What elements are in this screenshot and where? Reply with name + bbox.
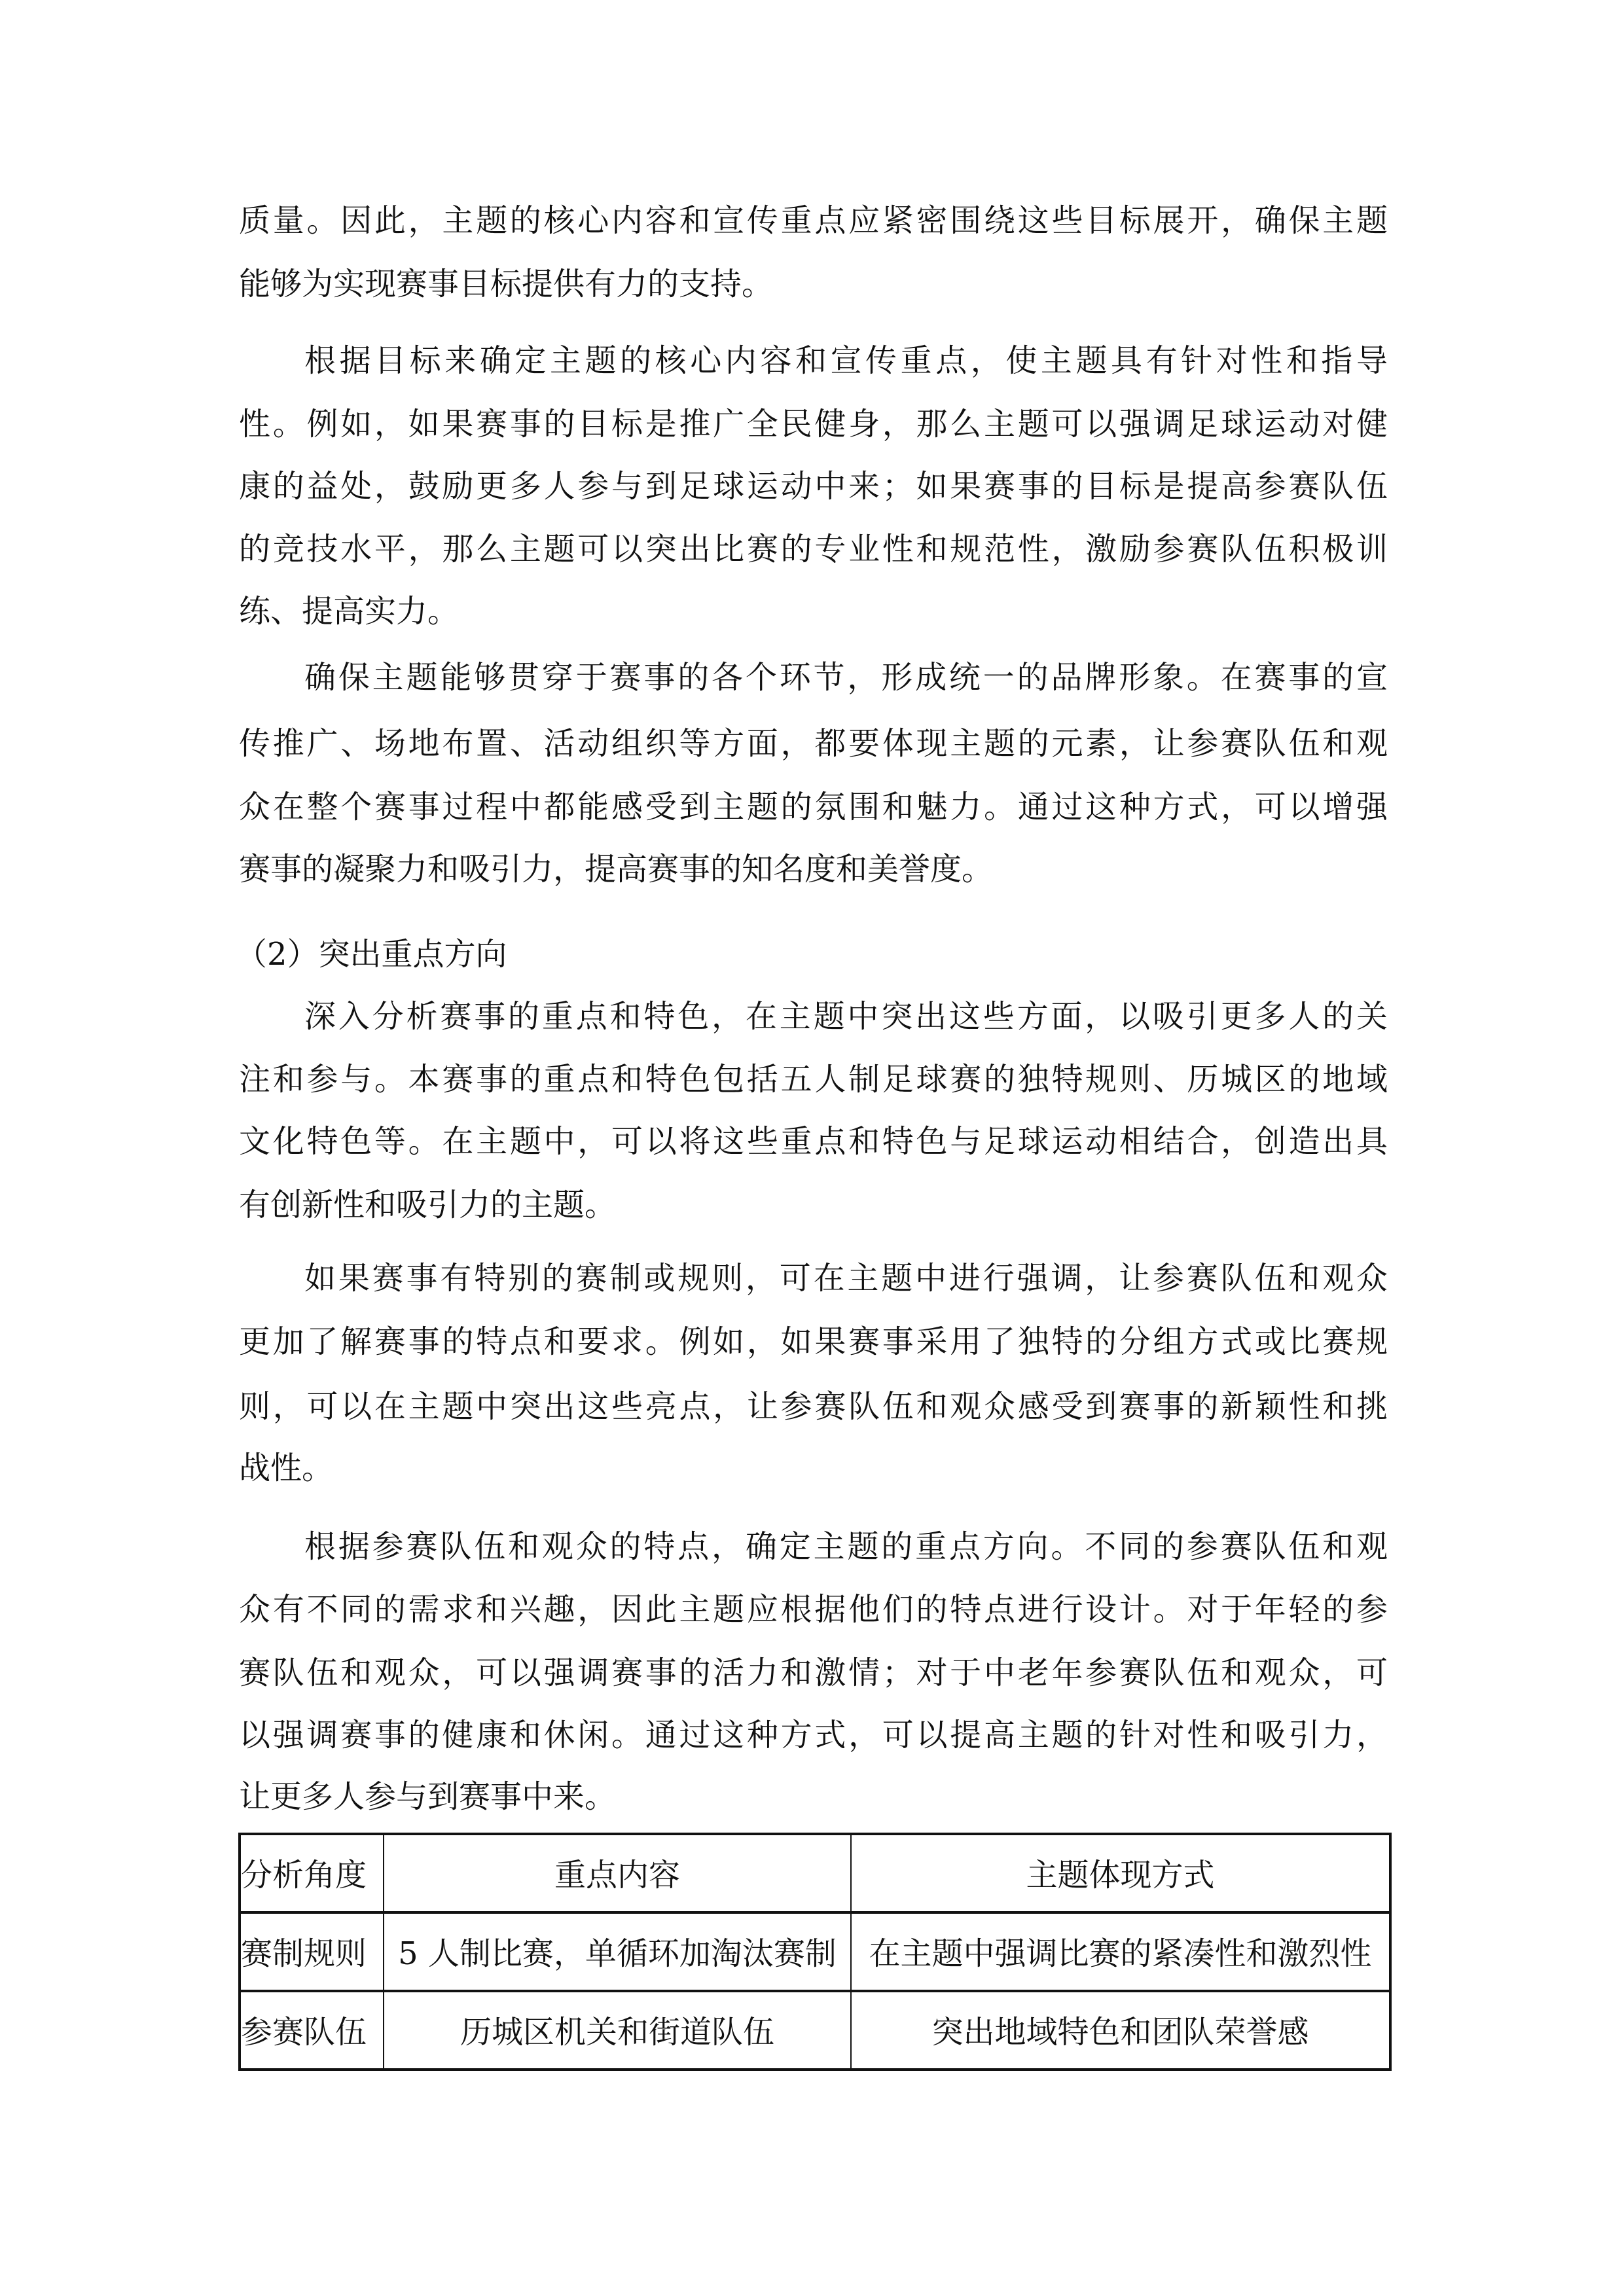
table-cell: 参赛队伍: [240, 1991, 384, 2070]
text-line: 赛队伍和观众，可以强调赛事的活力和激情；对于中老年参赛队伍和观众，可: [239, 1655, 1388, 1691]
text-line: 能够为实现赛事目标提供有力的支持。: [239, 266, 774, 302]
text-line: 深入分析赛事的重点和特色，在主题中突出这些方面，以吸引更多人的关: [304, 998, 1388, 1035]
text-line: 根据参赛队伍和观众的特点，确定主题的重点方向。不同的参赛队伍和观: [304, 1528, 1388, 1565]
table-cell: 历城区机关和街道队伍: [384, 1991, 851, 2070]
text-line: 让更多人参与到赛事中来。: [239, 1778, 617, 1815]
text-line: 康的益处，鼓励更多人参与到足球运动中来；如果赛事的目标是提高参赛队伍: [239, 468, 1388, 505]
text-line: 传推广、场地布置、活动组织等方面，都要体现主题的元素，让参赛队伍和观: [239, 725, 1388, 762]
text-line: 练、提高实力。: [239, 593, 460, 630]
table-header-cell: 重点内容: [384, 1834, 851, 1912]
text-line: 注和参与。本赛事的重点和特色包括五人制足球赛的独特规则、历城区的地域: [239, 1061, 1388, 1098]
text-line: 赛事的凝聚力和吸引力，提高赛事的知名度和美誉度。: [239, 851, 994, 888]
text-line: 如果赛事有特别的赛制或规则，可在主题中进行强调，让参赛队伍和观众: [304, 1260, 1388, 1297]
table-cell: 5 人制比赛，单循环加淘汰赛制: [384, 1912, 851, 1991]
text-line: 则，可以在主题中突出这些亮点，让参赛队伍和观众感受到赛事的新颖性和挑: [239, 1388, 1388, 1425]
text-line: 文化特色等。在主题中，可以将这些重点和特色与足球运动相结合，创造出具: [239, 1123, 1388, 1160]
table-cell: 在主题中强调比赛的紧凑性和激烈性: [851, 1912, 1390, 1991]
table-cell: 赛制规则: [240, 1912, 384, 1991]
text-line: 以强调赛事的健康和休闲。通过这种方式，可以提高主题的针对性和吸引力，: [239, 1717, 1388, 1753]
table-row: [240, 1991, 1390, 2070]
text-line: 确保主题能够贯穿于赛事的各个环节，形成统一的品牌形象。在赛事的宣: [304, 659, 1388, 696]
text-line: 众在整个赛事过程中都能感受到主题的氛围和魅力。通过这种方式，可以增强: [239, 789, 1388, 825]
table-cell: 突出地域特色和团队荣誉感: [851, 1991, 1390, 2070]
text-line: 的竞技水平，那么主题可以突出比赛的专业性和规范性，激励参赛队伍积极训: [239, 531, 1388, 567]
table-header-cell: 分析角度: [240, 1834, 384, 1912]
table-row: [240, 1912, 1390, 1991]
text-line: 众有不同的需求和兴趣，因此主题应根据他们的特点进行设计。对于年轻的参: [239, 1591, 1388, 1628]
analysis-table: [238, 1833, 1392, 2071]
text-line: 有创新性和吸引力的主题。: [239, 1187, 617, 1223]
text-line: 更加了解赛事的特点和要求。例如，如果赛事采用了独特的分组方式或比赛规: [239, 1323, 1388, 1360]
text-line: 根据目标来确定主题的核心内容和宣传重点，使主题具有针对性和指导: [304, 342, 1388, 379]
text-line: （2）突出重点方向: [236, 936, 507, 973]
text-line: 战性。: [239, 1450, 334, 1486]
text-line: 性。例如，如果赛事的目标是推广全民健身，那么主题可以强调足球运动对健: [239, 406, 1388, 442]
text-line: 质量。因此，主题的核心内容和宣传重点应紧密围绕这些目标展开，确保主题: [239, 202, 1388, 239]
table-header-row: [240, 1834, 1390, 1912]
table-header-cell: 主题体现方式: [851, 1834, 1390, 1912]
